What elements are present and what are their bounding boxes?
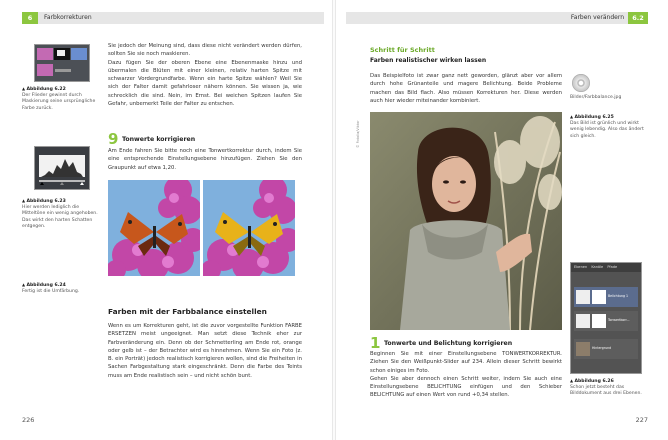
tab-paths: Pfade: [607, 265, 618, 269]
chapter-title: Farbkorrekturen: [44, 14, 92, 21]
layer-name: Belichtung 1: [608, 294, 629, 298]
layer-thumbnail: [576, 342, 590, 356]
layer-row: [574, 287, 638, 307]
step-9-text: Am Ende fahren Sie bitte noch eine Tonwertkorrektur durch, indem Sie eine entsprechende Einstellungsebene hinzufügen. Ziehen Sie den Graupunkt auf etwa 1,20.: [108, 148, 302, 171]
butterfly-photo-after: [203, 180, 295, 276]
page-number-right: 227: [635, 416, 648, 424]
layer-mask-thumbnail: [592, 314, 606, 328]
layer-thumbnail: [576, 314, 590, 328]
right-page: [334, 0, 668, 440]
section-title: Farben mit der Farbbalance einstellen: [108, 307, 267, 316]
step-1-text: Beginnen Sie mit einer Einstellungsebene TONWERTKORREKTUR. Ziehen Sie den Weißpunkt-Slider auf 234. Allein dieser Schritt bewirkt schon einiges im Foto. Gehen Sie aber dennoch einen Schritt weiter, indem Sie auch eine Einstellungsebene BELICHTUNG einfügen und den Schieber BELICHTUNG auf einen Wert von rund +0,34 stellen.: [370, 351, 562, 399]
layer-name: Hintergrund: [592, 346, 612, 350]
caption-6-26: ▲ Abbildung 6.26 Schon jetzt besteht das Bilddokument aus drei Ebenen.: [570, 378, 650, 398]
section-header-title: Farben verändern: [570, 14, 624, 21]
section-header-number: 6.2: [628, 12, 648, 24]
step-by-step-label: Schritt für Schritt: [370, 46, 435, 54]
caption-6-25: ▲ Abbildung 6.25 Das Bild ist grünlich und wirkt wenig lebendig. Also das ändert sich gleich.: [570, 114, 650, 140]
layers-panel: [570, 262, 642, 374]
section-paragraph: Wenn es um Korrekturen geht, ist die zuvor vorgestellte Funktion FARBE ERSETZEN meist ungeeignet. Man setzt diese Technik eher zur Farbveränderung ein. Denn ob der Schmetterling am Ende rot, orange oder gelb ist – der Betrachter wird es hinnehmen. Wenn Sie ein Foto (z. B. ein Porträt) jedoch realistisch korrigieren wollen, sind die Freiheiten in Sachen Farbgestaltung stark eingeschränkt. Denn die Farbe des Teints muss am Ende realistisch sein – und nicht schön bunt.: [108, 323, 302, 379]
layer-name: Tonwertkorr...: [608, 318, 630, 322]
tab-layers: Ebenen: [574, 265, 588, 269]
caption-6-22: ▲ Abbildung 6.22 Der Flieder gewinnt durch Maskierung seine ursprüngliche Farbe zurück.: [22, 86, 98, 112]
layers-thumbnail: [34, 44, 90, 82]
caption-6-24: ▲ Abbildung 6.24 Fertig ist die Umfärbung.: [22, 282, 98, 295]
book-gutter: [332, 0, 336, 440]
step-title: Tonwerte korrigieren: [122, 136, 196, 143]
layer-thumbnail: [576, 290, 590, 304]
left-page-header: [22, 12, 324, 24]
cd-file-label: Bilder/Farbbalance.jpg: [570, 95, 622, 100]
step-number: 9: [108, 130, 119, 148]
step-title-right: Tonwerte und Belichtung korrigieren: [384, 340, 513, 347]
layers-panel-tabs: [571, 263, 641, 272]
step-by-step-title: Farben realistischer wirken lassen: [370, 57, 487, 64]
cd-icon: [572, 74, 590, 92]
layer-row: [574, 339, 638, 359]
step-number-right: 1: [370, 334, 381, 352]
tab-channels: Kanäle: [591, 265, 604, 269]
photo-credit: © Fotolia/Viktor: [356, 120, 360, 148]
intro-paragraph: Sie jedoch der Meinung sind, dass diese nicht verändert werden dürfen, sollten Sie sie noch maskieren. Dazu fügen Sie der oberen Ebene eine Ebenenmaske hinzu und übermalen die Blüten mit einer kleinen, relativ harten Spitze mit schwarzer Vordergrundfarbe. Wenn ein harte Spitze wählen? Weil Sie sich der Falter damit gefahrloser nähern können. Sie wissen ja, wie schrecklich die sind. Nein, im Ernst. Bei weichen Spitzen laufen Sie Gefahr, unbemerkt Teile der Falter zu entschen.: [108, 43, 302, 108]
right-page-header: [346, 12, 648, 24]
layer-mask-thumbnail: [592, 290, 606, 304]
caption-6-23: ▲ Abbildung 6.23 Hier werden lediglich die Mitteltöne ein wenig angehoben. Das wirkt den harten Schatten entgegen.: [22, 198, 98, 230]
layer-row: [574, 311, 638, 331]
portrait-photo: [370, 112, 562, 330]
page-number-left: 226: [22, 416, 35, 424]
butterfly-photo-before: [108, 180, 200, 276]
chapter-number: 6: [22, 12, 38, 24]
intro-paragraph-right: Das Beispielfoto ist zwar ganz nett geworden, glänzt aber vor allem durch hohe Grünanteile und magere Belichtung. Beide Probleme machen das Bild flach. Also müssen Korrekturen her. Diese werden auch hier wieder miteinander kombiniert.: [370, 73, 562, 104]
levels-histogram-thumbnail: [34, 146, 90, 190]
